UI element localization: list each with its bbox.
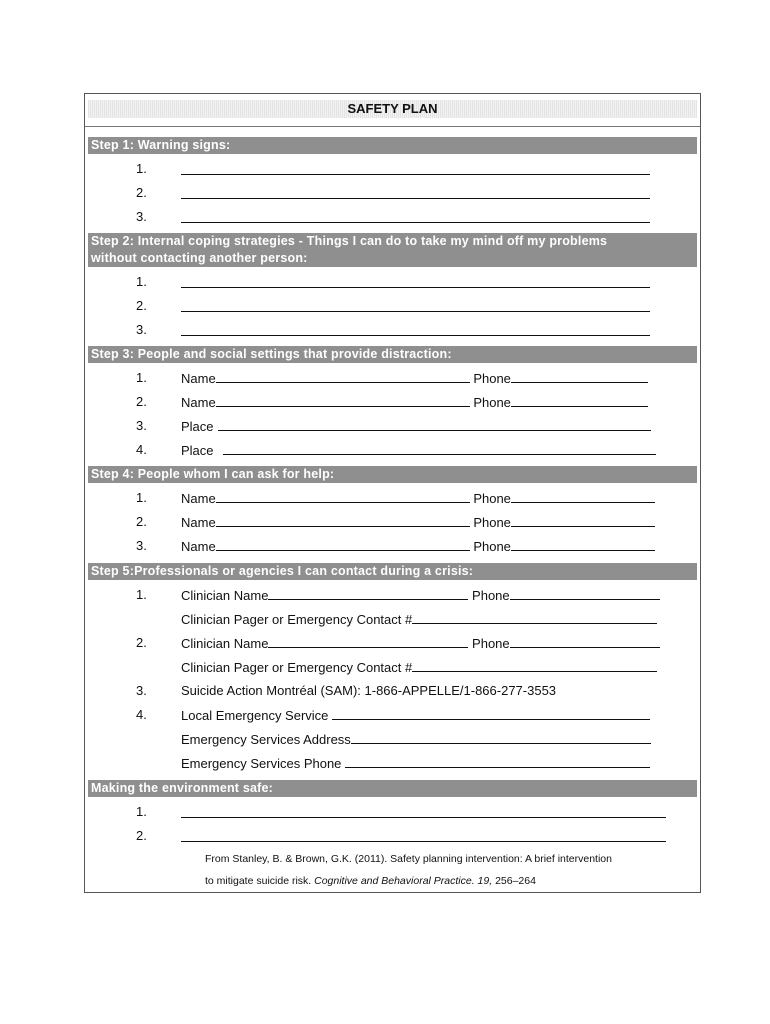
step1-header: Step 1: Warning signs: <box>88 137 697 154</box>
blank-line[interactable] <box>181 198 650 199</box>
field-label: Clinician Name <box>181 636 269 651</box>
blank-line[interactable] <box>181 222 650 223</box>
blank-line[interactable] <box>511 393 648 407</box>
blank-line[interactable] <box>181 817 666 818</box>
blank-line[interactable] <box>181 287 650 288</box>
step2-header <box>88 233 697 267</box>
blank-line[interactable] <box>412 610 657 624</box>
place-field[interactable] <box>181 417 651 436</box>
environment-header: Making the environment safe: <box>88 780 697 797</box>
step5-pager-2[interactable] <box>0 658 770 676</box>
blank-line[interactable] <box>510 586 660 600</box>
title-divider <box>85 126 700 127</box>
field-label: Local Emergency Service <box>181 708 329 723</box>
item-number: 2. <box>136 298 147 313</box>
item-number: 3. <box>136 418 147 433</box>
blank-line[interactable] <box>511 369 648 383</box>
step3-line-2[interactable] <box>0 393 770 411</box>
step5-phone[interactable] <box>0 754 770 772</box>
step5-line-4[interactable] <box>0 706 770 724</box>
blank-line[interactable] <box>268 634 468 648</box>
blank-line[interactable] <box>511 537 655 551</box>
step2-line-2[interactable] <box>0 297 770 315</box>
step4-line-2[interactable] <box>0 513 770 531</box>
item-number: 1. <box>136 370 147 385</box>
citation-text: to mitigate suicide risk. <box>205 875 315 887</box>
blank-line[interactable] <box>216 537 470 551</box>
environment-line-1[interactable] <box>0 803 770 821</box>
field-label: Name <box>181 491 216 506</box>
step5-pager-1[interactable] <box>0 610 770 628</box>
item-number: 3. <box>136 538 147 553</box>
blank-line[interactable] <box>181 841 666 842</box>
step3-line-1[interactable] <box>0 369 770 387</box>
blank-line[interactable] <box>216 369 470 383</box>
clinician-field[interactable] <box>181 634 660 653</box>
item-number: 3. <box>136 322 147 337</box>
step1-line-1[interactable] <box>0 160 770 178</box>
item-number: 3. <box>136 209 147 224</box>
step3-line-3[interactable] <box>0 417 770 435</box>
blank-line[interactable] <box>268 586 468 600</box>
item-number: 2. <box>136 185 147 200</box>
environment-line-2[interactable] <box>0 827 770 845</box>
field-label: Phone <box>473 395 511 410</box>
citation-pages: 256–264 <box>492 875 536 887</box>
blank-line[interactable] <box>223 441 656 455</box>
step5-address[interactable] <box>0 730 770 748</box>
field-label: Emergency Services Phone <box>181 756 342 771</box>
item-number: 4. <box>136 707 147 722</box>
step5-line-3 <box>0 682 770 700</box>
blank-line[interactable] <box>511 513 655 527</box>
field-label: Phone <box>473 371 511 386</box>
field-label: Phone <box>473 539 511 554</box>
step5-header: Step 5:Professionals or agencies I can contact during a crisis: <box>88 563 697 580</box>
item-number: 2. <box>136 828 147 843</box>
step5-line-1[interactable] <box>0 586 770 604</box>
citation-journal: Cognitive and Behavioral Practice. 19, <box>314 875 493 887</box>
item-number: 4. <box>136 442 147 457</box>
item-number: 2. <box>136 514 147 529</box>
step1-line-3[interactable] <box>0 208 770 226</box>
pager-field[interactable] <box>181 610 657 629</box>
step4-line-3[interactable] <box>0 537 770 555</box>
item-number: 1. <box>136 490 147 505</box>
field-label: Clinician Name <box>181 588 269 603</box>
blank-line[interactable] <box>218 417 651 431</box>
name-phone-field[interactable] <box>181 369 648 388</box>
field-label: Name <box>181 371 216 386</box>
citation-line2 <box>205 874 536 888</box>
item-number: 1. <box>136 587 147 602</box>
item-number: 1. <box>136 274 147 289</box>
field-label: Phone <box>473 491 511 506</box>
place-field[interactable] <box>181 441 656 460</box>
step4-header: Step 4: People whom I can ask for help: <box>88 466 697 483</box>
step2-header-line2: without contacting another person: <box>91 251 308 265</box>
page-title: SAFETY PLAN <box>88 100 697 118</box>
blank-line[interactable] <box>216 513 470 527</box>
field-label: Place <box>181 419 214 434</box>
emergency-phone-field[interactable] <box>181 754 650 773</box>
field-label: Place <box>181 443 214 458</box>
field-label: Phone <box>472 588 510 603</box>
step2-line-3[interactable] <box>0 321 770 339</box>
field-label: Name <box>181 539 216 554</box>
field-label: Clinician Pager or Emergency Contact # <box>181 612 413 627</box>
blank-line[interactable] <box>181 311 650 312</box>
field-label: Name <box>181 395 216 410</box>
step3-line-4[interactable] <box>0 441 770 459</box>
blank-line[interactable] <box>216 489 470 503</box>
item-number: 2. <box>136 635 147 650</box>
local-emergency-field[interactable] <box>181 706 650 725</box>
item-number: 1. <box>136 804 147 819</box>
step1-line-2[interactable] <box>0 184 770 202</box>
item-number: 3. <box>136 683 147 698</box>
step2-header-line1: Step 2: Internal coping strategies - Things I can do to take my mind off my problems <box>91 234 608 248</box>
field-label: Clinician Pager or Emergency Contact # <box>181 660 413 675</box>
blank-line[interactable] <box>412 658 657 672</box>
field-label: Name <box>181 515 216 530</box>
name-phone-field[interactable] <box>181 393 648 412</box>
blank-line[interactable] <box>510 634 660 648</box>
step2-line-1[interactable] <box>0 273 770 291</box>
step5-line-2[interactable] <box>0 634 770 652</box>
item-number: 1. <box>136 161 147 176</box>
name-phone-field[interactable] <box>181 513 655 532</box>
field-label: Emergency Services Address <box>181 732 351 747</box>
blank-line[interactable] <box>351 730 651 744</box>
blank-line[interactable] <box>181 335 650 336</box>
blank-line[interactable] <box>216 393 470 407</box>
blank-line[interactable] <box>345 754 650 768</box>
blank-line[interactable] <box>511 489 655 503</box>
citation-line1: From Stanley, B. & Brown, G.K. (2011). Safety planning intervention: A brief intervention <box>205 853 612 865</box>
field-label: Phone <box>472 636 510 651</box>
step4-line-1[interactable] <box>0 489 770 507</box>
pager-field[interactable] <box>181 658 657 677</box>
emergency-address-field[interactable] <box>181 730 651 749</box>
clinician-field[interactable] <box>181 586 660 605</box>
sam-hotline: Suicide Action Montréal (SAM): 1-866-APPELLE/1-866-277-3553 <box>181 683 557 698</box>
name-phone-field[interactable] <box>181 537 655 556</box>
blank-line[interactable] <box>181 174 650 175</box>
name-phone-field[interactable] <box>181 489 655 508</box>
step3-header: Step 3: People and social settings that provide distraction: <box>88 346 697 363</box>
item-number: 2. <box>136 394 147 409</box>
blank-line[interactable] <box>332 706 650 720</box>
field-label: Phone <box>473 515 511 530</box>
